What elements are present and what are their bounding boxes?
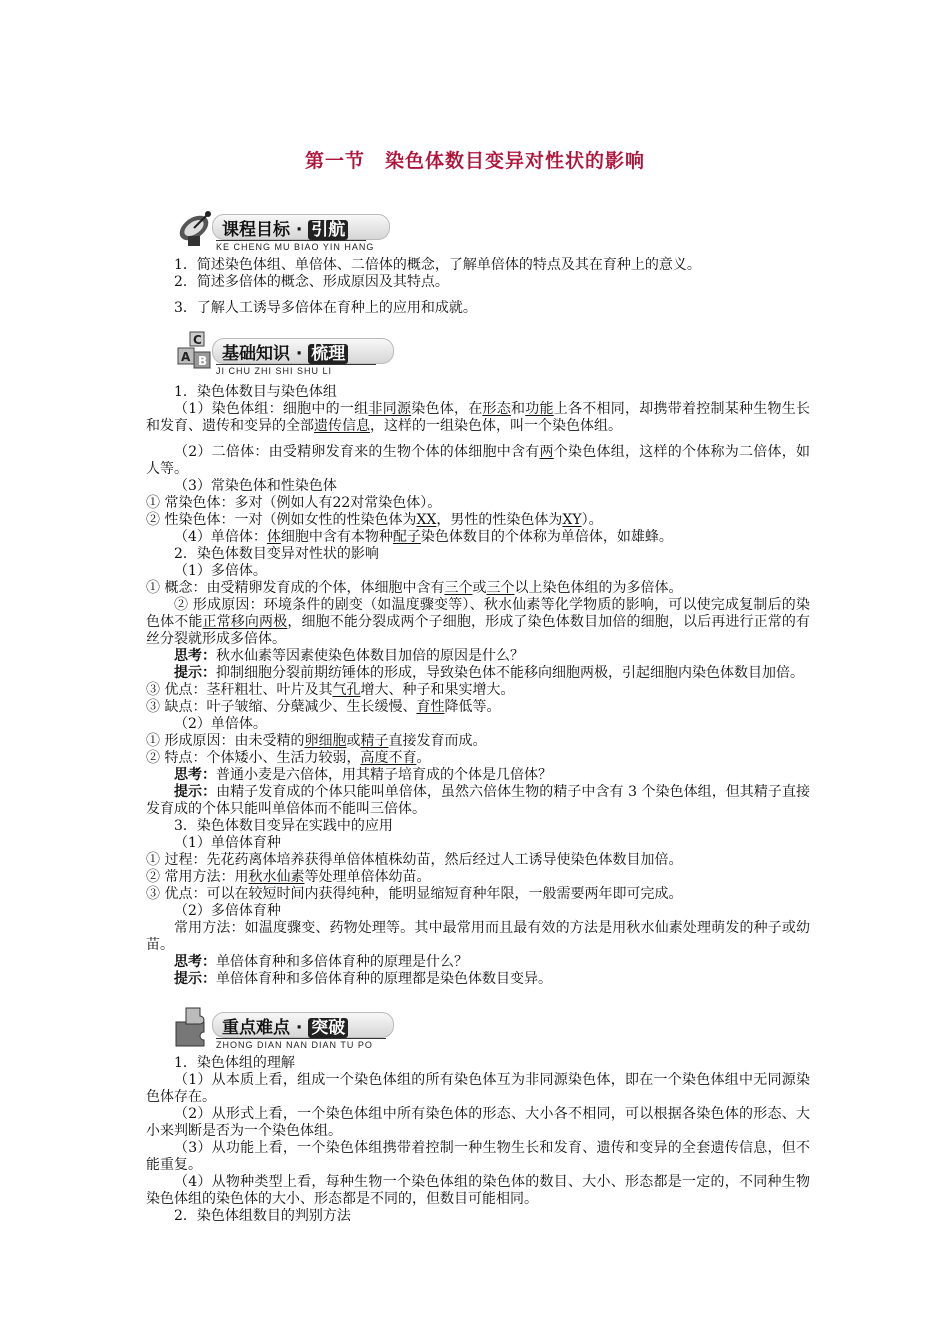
paragraph: （1）多倍体。 <box>174 563 267 579</box>
section-heading: 2．染色体数目变异对性状的影响 <box>174 546 379 562</box>
banner-basic-knowledge <box>172 330 402 380</box>
paragraph: （1）单倍体育种 <box>174 835 281 851</box>
paragraph: ② 常用方法：用秋水仙素等处理单倍体幼苗。 <box>146 869 431 885</box>
paragraph: （1）从本质上看，组成一个染色体组的所有染色体互为非同源染色体，即在一个染色体组中无同源染色体存在。 <box>146 1072 810 1105</box>
banner-subtitle: ZHONG DIAN NAN DIAN TU PO <box>216 1040 373 1050</box>
banner-title: 重点难点 · 突破 <box>222 1013 348 1038</box>
paragraph: （2）多倍体育种 <box>174 903 281 919</box>
svg-text:C: C <box>193 333 202 347</box>
paragraph: ① 概念：由受精卵发育成的个体，体细胞中含有三个或三个以上染色体组的为多倍体。 <box>146 580 683 596</box>
banner-course-goal <box>172 206 402 256</box>
paragraph: ② 性染色体：一对（例如女性的性染色体为XX，男性的性染色体为XY）。 <box>146 512 603 528</box>
banner-key-points <box>172 1004 402 1054</box>
paragraph: ③ 优点：可以在较短时间内获得纯种，能明显缩短育种年限，一般需要两年即可完成。 <box>146 886 683 902</box>
paragraph: ① 常染色体：多对（例如人有22对常染色体）。 <box>146 495 442 511</box>
goal-item: 3．了解人工诱导多倍体在育种上的应用和成就。 <box>174 300 477 316</box>
hint-answer: 提示：由精子发育成的个体只能叫单倍体，虽然六倍体生物的精子中含有 3 个染色体组，但其精子直接发育成的个体只能叫单倍体而不能叫三倍体。 <box>146 784 811 817</box>
paragraph: ① 形成原因：由未受精的卵细胞或精子直接发育而成。 <box>146 733 487 749</box>
paragraph: 常用方法：如温度骤变、药物处理等。其中最常用而且最有效的方法是用秋水仙素处理萌发的种子或幼苗。 <box>146 920 810 953</box>
goals-section <box>146 257 810 317</box>
paragraph: （2）单倍体。 <box>174 716 267 732</box>
goal-item: 1．简述染色体组、单倍体、二倍体的概念，了解单倍体的特点及其在育种上的意义。 <box>174 257 701 273</box>
paragraph: （4）从物种类型上看，每种生物一个染色体组的染色体的数目、大小、形态都是一定的，不同种生物染色体组的染色体的大小、形态都是不同的，但数目可能相同。 <box>146 1174 810 1207</box>
banner-subtitle: KE CHENG MU BIAO YIN HANG <box>216 242 375 252</box>
paragraph: ③ 优点：茎秆粗壮、叶片及其气孔增大、种子和果实增大。 <box>146 682 515 698</box>
banner-title: 课程目标 · 引航 <box>222 215 348 240</box>
paragraph: （3）常染色体和性染色体 <box>174 478 337 494</box>
paragraph: ③ 缺点：叶子皱缩、分蘖减少、生长缓慢、育性降低等。 <box>146 699 501 715</box>
hint-answer: 提示：单倍体育种和多倍体育种的原理都是染色体数目变异。 <box>174 971 552 987</box>
banner-subtitle: JI CHU ZHI SHI SHU LI <box>216 366 333 376</box>
key-points-section <box>146 1055 810 1225</box>
banner-title: 基础知识 · 梳理 <box>222 339 348 364</box>
think-question: 思考：普通小麦是六倍体，用其精子培育成的个体是几倍体？ <box>174 767 552 783</box>
paragraph: （1）染色体组：细胞中的一组非同源染色体，在形态和功能上各不相同，却携带着控制某种生物生长和发育、遗传和变异的全部遗传信息，这样的一组染色体，叫一个染色体组。 <box>146 401 811 434</box>
svg-text:A: A <box>181 350 191 364</box>
section-heading: 1．染色体组的理解 <box>174 1055 295 1071</box>
page-title: 第一节 染色体数目变异对性状的影响 <box>304 150 645 172</box>
paragraph: （2）从形式上看，一个染色体组中所有染色体的形态、大小各不相同，可以根据各染色体的形态、大小来判断是否为一个染色体组。 <box>146 1106 810 1139</box>
section-heading: 2．染色体组数目的判别方法 <box>174 1208 351 1224</box>
basic-knowledge-section <box>146 384 810 988</box>
paragraph: ② 形成原因：环境条件的剧变（如温度骤变等）、秋水仙素等化学物质的影响，可以使完成复制后的染色体不能正常移向两极，细胞不能分裂成两个子细胞，形成了染色体数目加倍的细胞，以后再进行正常的有丝分裂就形成多倍体。 <box>146 597 811 647</box>
section-heading: 1．染色体数目与染色体组 <box>174 384 337 400</box>
paragraph: ② 特点：个体矮小、生活力较弱，高度不育。 <box>146 750 431 766</box>
paragraph: （3）从功能上看，一个染色体组携带着控制一种生物生长和发育、遗传和变异的全套遗传信息，但不能重复。 <box>146 1140 810 1173</box>
paragraph: ① 过程：先花药离体培养获得单倍体植株幼苗，然后经过人工诱导使染色体数目加倍。 <box>146 852 683 868</box>
think-question: 思考：秋水仙素等因素使染色体数目加倍的原因是什么？ <box>174 648 524 664</box>
paragraph: （2）二倍体：由受精卵发育来的生物个体的体细胞中含有两个染色体组，这样的个体称为二倍体，如人等。 <box>146 444 811 477</box>
goal-item: 2．简述多倍体的概念、形成原因及其特点。 <box>174 274 449 290</box>
svg-text:B: B <box>198 354 208 368</box>
hint-answer: 提示：抑制细胞分裂前期纺锤体的形成，导致染色体不能移向细胞两极，引起细胞内染色体数目加倍。 <box>174 665 804 681</box>
think-question: 思考：单倍体育种和多倍体育种的原理是什么？ <box>174 954 468 970</box>
section-heading: 3．染色体数目变异在实践中的应用 <box>174 818 393 834</box>
paragraph: （4）单倍体：体细胞中含有本物种配子染色体数目的个体称为单倍体，如雄蜂。 <box>174 529 673 545</box>
